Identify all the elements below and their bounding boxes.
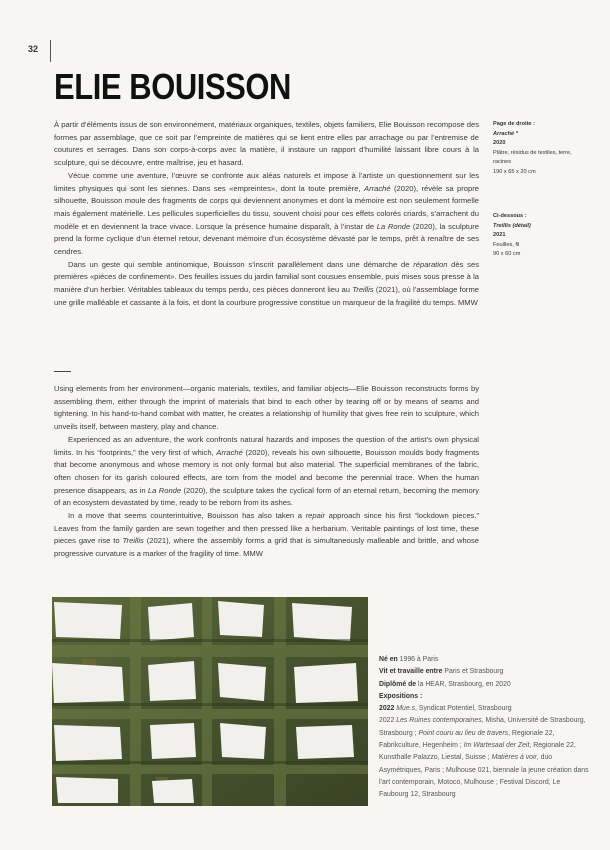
caption-below-materials: Feuilles, fil [493, 241, 520, 248]
en-p3-repair: repair [305, 511, 326, 521]
fr-p3-work-treillis: Treillis [352, 285, 374, 295]
french-paragraph-3 [54, 259, 479, 310]
fr-p2-c: (2020), la sculpture prend la forme cyclique d’un éternel retour, devenant mémoire d’un écosystème dévasté par le temps, prêt à renaître de ses cendres. [54, 221, 479, 257]
bio-expo-3-title: Point couru au lieu de travers [418, 729, 509, 737]
language-separator [54, 371, 71, 372]
page-number-rule [50, 40, 51, 62]
bio-expos-label: Expositions : [379, 692, 423, 700]
caption-right-heading: Page de droite : [493, 121, 535, 127]
en-p2-c: (2020), the sculpture takes the cyclical form of an eternal return, becoming the memory of an ecosystem devastated by time, ready to be reborn from its ashes. [54, 485, 479, 508]
english-paragraph-2 [54, 434, 479, 510]
bio-expo-5-detail: , duo Asymétriques, Paris ; Mulhouse 021, biennale la jeune création dans l’art contemporain, Motoco, Mulhouse ; Festival Discord, Le Faubourg 12, Strasbourg [379, 754, 589, 799]
caption-right-page [493, 120, 583, 178]
bio-diploma [379, 679, 589, 691]
bio-expo-3-detail: , Regionale 22, Fabrikculture, Hegenheim ; [379, 729, 555, 750]
fr-p3-reparation: réparation [413, 259, 448, 269]
bio-expo-4-detail: , Regionale 22, Kunsthalle Palazzo, Liestal, Suisse ; [379, 742, 576, 762]
caption-below [493, 212, 583, 260]
en-p3-a: In a move that seems counterintuitive, Bouisson has also taken a [68, 511, 306, 521]
bio-expos-list [379, 703, 589, 801]
artist-name-title: ELIE BOUISSON [54, 66, 291, 107]
fr-p2-a: Vécue comme une aventure, l’œuvre se confronte aux aléas naturels et impose à l’artiste un questionnement sur les limites physiques qui sont les siennes. Dans ses «empreintes», dont la toute première, [54, 170, 479, 193]
caption-below-year: 2021 [493, 232, 506, 239]
bio-lives-value: Paris et Strasbourg [442, 668, 504, 676]
bio-diploma-label: Diplômé de [379, 680, 417, 688]
fr-p3-a: Dans un geste qui semble antinomique, Bouisson s’inscrit parallèlement dans une démarche de [68, 259, 414, 269]
fr-p3-c: (2021), où l’assemblage forme une grille malléable et cassante à la fois, et dont la courbure progressive constitue un marqueur de la fragilité du temps. MMW [54, 285, 479, 307]
bio-expo-1-title: Mue.s [396, 705, 416, 713]
caption-right-materials: Plâtre, résidus de textiles, terre, racines [493, 149, 572, 166]
bio-expo-4-title: Im Wartesaal der Zeit [463, 742, 530, 750]
bio-expos-year: 2022 [379, 705, 395, 713]
en-p2-work-arrache: Arraché [216, 447, 243, 457]
en-p3-c: (2021), where the assembly forms a grid that is simultaneously malleable and brittle, and whose progressive curvature is a marker of the fragility of time. MMW [54, 536, 479, 559]
caption-right-year: 2020 [493, 140, 506, 147]
fr-p3-b: dès ses premières «pièces de confinement». Des feuilles issues du jardin familial sont cousues ensemble, puis mises sous presse à la manière d’un herbier. Véritables tableaux du temps perdu, ces pièces donneront lieu au [54, 259, 480, 295]
bio-expo-2-detail: , Misha, Université de Strasbourg, Strasbourg ; [379, 717, 586, 737]
french-paragraph-1: À partir d’éléments issus de son environnement, matériaux organiques, textiles, objets familiers, Elie Bouisson recompose des formes par assemblage, que ce soit par l’empreinte de matières qui se lient entre elles par arrachage ou par l’entremise de coutures et serrages. Dans son corps-à-corps avec la matière, il instaure un rapport d’humilité laissant libre cours à la sculpture, qui se découvre, entre maîtrise, jeu et hasard. [54, 120, 479, 168]
en-p2-work-la-ronde: La Ronde [147, 485, 182, 495]
caption-below-dimensions: 90 x 60 cm [493, 251, 521, 258]
french-text [54, 119, 479, 310]
bio-expo-1-detail: , Syndicat Potentiel, Strasbourg [415, 705, 512, 713]
bio-lives [379, 666, 589, 678]
fr-p2-work-arrache: Arraché [364, 183, 391, 193]
bio-born [379, 654, 589, 666]
french-paragraph-2 [54, 170, 479, 259]
bio-diploma-value: la HEAR, Strasbourg, en 2020 [416, 680, 511, 688]
caption-right-dimensions: 190 x 65 x 20 cm [493, 168, 536, 175]
bio-lives-label: Vit et travaille entre [379, 668, 443, 676]
bio-born-label: Né en [379, 656, 398, 663]
artist-bio [379, 654, 589, 802]
bio-expo-2-year: 2022 [379, 717, 397, 725]
fr-p2-work-la-ronde: La Ronde [376, 221, 411, 231]
en-p3-b: approach since his first “lockdown pieces.” Leaves from the family garden are sewn together and then pressed like a herbarium. Veritable paintings of lost time, these pieces gave rise to [54, 511, 479, 546]
en-p2-a: Experienced as an adventure, the work confronts natural hazards and imposes the question of the artist’s own physical limits. In his “footprints,” the very first of which, [54, 434, 479, 457]
english-paragraph-3 [54, 510, 479, 561]
fr-p2-b: (2020), révèle sa propre silhouette, Bouisson moule des fragments de corps qui deviennent anonymes et dont la mémoire est non seulement formelle mais également matérielle. Les pellicules superficielles du tissu, souvent choisi pour ces effets colorés criards, s’arrachent du modèle et en deviennent la trace vivace. Lorsque la présence humaine disparaît, à l’instar de [54, 183, 479, 231]
bio-expo-2-title: Les Ruines contemporaines [396, 717, 482, 725]
caption-below-heading: Ci-dessous : [493, 213, 527, 219]
en-p3-work-treillis: Treillis [122, 536, 144, 546]
en-p2-b: (2020), reveals his own silhouette, Bouisson moulds body fragments that become anonymous and whose memory is not only formal but also material. The superficial membranes of the fabric, often chosen for its garish coloured effects, are torn from the model and become the perennial trace. When the human presence disappears, as in [54, 447, 479, 495]
english-text [54, 383, 479, 561]
caption-below-work-title: Treillis (détail) [493, 222, 531, 229]
bio-expo-5-title: Matières à voir [491, 754, 537, 762]
bio-born-value: 1996 à Paris [397, 656, 439, 663]
english-paragraph-1: Using elements from her environment—organic materials, textiles, and familiar objects—Elie Bouisson reconstructs forms by assembling them, either through the imprint of materials that bind to each other by tearing off or by means of seams and tightening. In his hand-to-hand combat with matter, he creates a relationship of humility that gives free rein to sculpture, which unveils itself, between mastery, play and chance. [54, 384, 479, 432]
caption-right-work-title: Arraché * [493, 130, 518, 137]
artwork-photo-treillis [52, 597, 368, 806]
page-number: 32 [28, 44, 39, 54]
